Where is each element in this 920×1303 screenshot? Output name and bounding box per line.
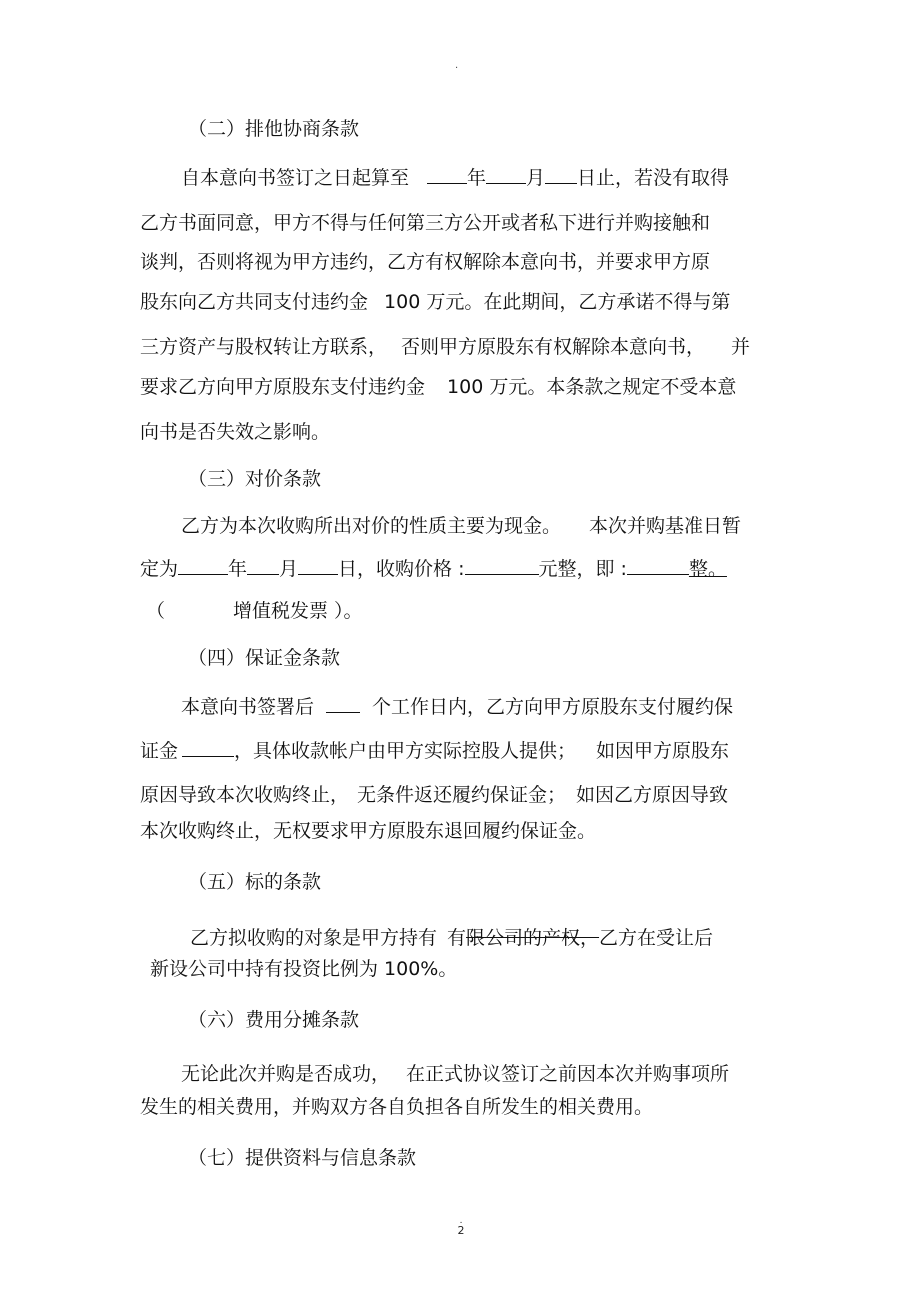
- paragraph-line: 本意向书签署后 个工作日内，乙方向甲方原股东支付履约保: [181, 692, 733, 720]
- paragraph-line: 要求乙方向甲方原股东支付违约金 100 万元。本条款之规定不受本意: [140, 376, 737, 398]
- blank-day: [298, 554, 338, 575]
- paragraph-line: 无论此次并购是否成功， 在正式协议签订之前因本次并购事项所: [181, 1063, 730, 1085]
- section-heading-deposit: （四）保证金条款: [188, 647, 341, 669]
- paragraph-line: 三方资产与股权转让方联系， 否则甲方原股东有权解除本意向书， 并: [140, 336, 751, 358]
- paragraph-line: 证金 ，具体收款帐户由甲方实际控股人提供； 如因甲方原股东: [140, 736, 729, 764]
- paragraph-line: 原因导致本次收购终止， 无条件返还履约保证金； 如因乙方原因导致: [140, 784, 729, 806]
- blank-days: [326, 692, 360, 713]
- blank-price-words: [627, 554, 689, 575]
- section-heading-information: （七）提供资料与信息条款: [188, 1147, 417, 1169]
- blank-year: [427, 163, 467, 184]
- paragraph-line: 谈判，否则将视为甲方违约，乙方有权解除本意向书，并要求甲方原: [140, 251, 711, 273]
- paragraph-line: 乙方拟收购的对象是甲方持有 有限公司的产权，乙方在受让后: [190, 927, 714, 949]
- paragraph-line: 自本意向书签订之日起算至 年 月 日止，若没有取得: [181, 163, 729, 191]
- page-number: . 2: [457, 1216, 465, 1237]
- blank-month: [247, 554, 279, 575]
- header-dot: .: [455, 60, 459, 71]
- section-heading-consideration: （三）对价条款: [188, 468, 322, 490]
- blank-price: [465, 554, 539, 575]
- section-heading-costs: （六）费用分摊条款: [188, 1009, 360, 1031]
- paragraph-line: 股东向乙方共同支付违约金 100 万元。在此期间，乙方承诺不得与第: [140, 291, 731, 313]
- paragraph-line: 向书是否失效之影响。: [140, 421, 331, 443]
- section-heading-subject: （五）标的条款: [188, 871, 322, 893]
- paragraph-line: 新设公司中持有投资比例为 100%。: [150, 958, 458, 980]
- paragraph-line: 发生的相关费用，并购双方各自负担各自所发生的相关费用。: [140, 1096, 654, 1118]
- paragraph-line: 定为 年 月 日，收购价格 : 元整，即 : 整。: [140, 554, 727, 582]
- paragraph-line: （ 增值税发票 ）。: [146, 600, 363, 622]
- blank-month: [486, 163, 526, 184]
- paragraph-line: 乙方书面同意，甲方不得与任何第三方公开或者私下进行并购接触和: [140, 212, 711, 234]
- blank-deposit-amount: [182, 736, 234, 757]
- struck-text: 限公司的产权，: [466, 927, 600, 949]
- blank-year: [178, 554, 228, 575]
- paragraph-line: 本次收购终止，无权要求甲方原股东退回履约保证金。: [140, 820, 597, 842]
- paragraph-line: 乙方为本次收购所出对价的性质主要为现金。 本次并购基准日暂: [181, 515, 742, 537]
- blank-day: [545, 163, 577, 184]
- section-heading-exclusive: （二）排他协商条款: [188, 118, 360, 140]
